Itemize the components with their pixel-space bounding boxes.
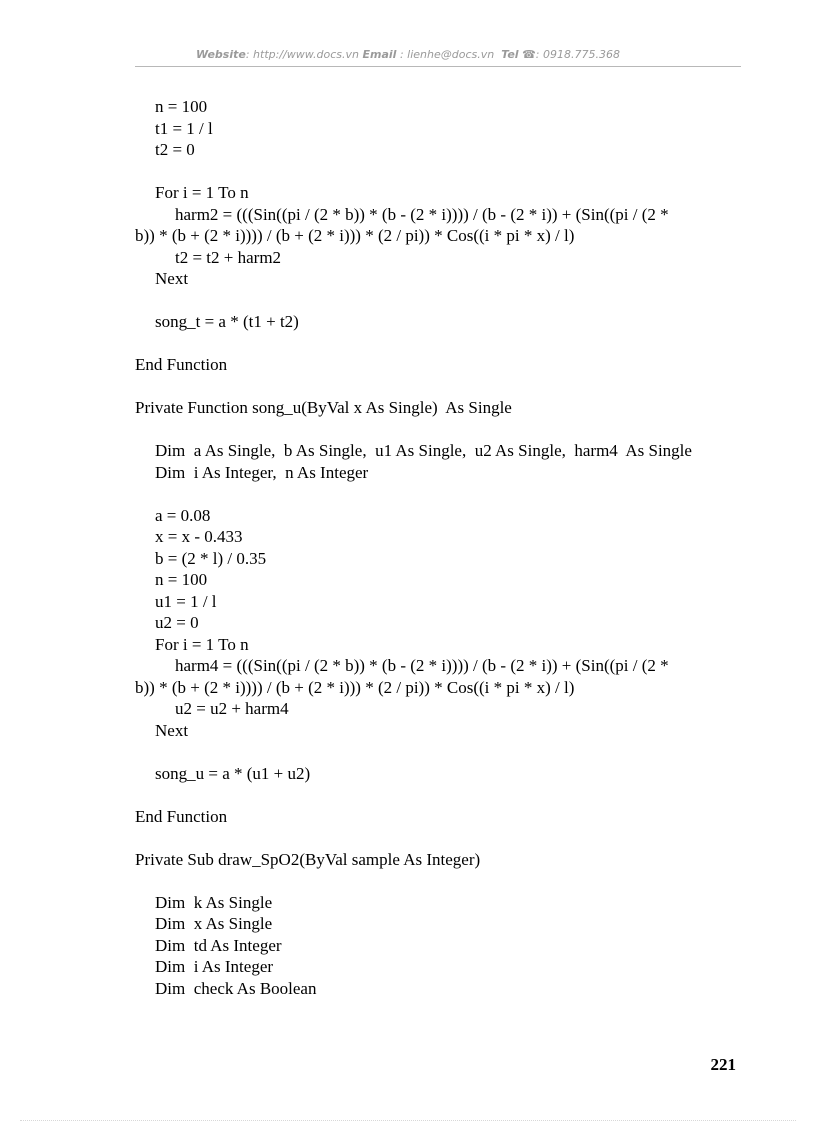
code-line: Private Function song_u(ByVal x As Single) As Single [135, 398, 512, 417]
phone-icon: ☎ [522, 48, 536, 61]
blank-line [135, 870, 741, 892]
code-line: t2 = t2 + harm2 [175, 247, 282, 267]
code-line: Dim k As Single [155, 892, 273, 912]
code-line: Dim x As Single [155, 914, 273, 933]
footer-divider [20, 1120, 796, 1121]
code-line: End Function [135, 806, 228, 826]
code-line: x = x - 0.433 [155, 527, 243, 546]
code-line: song_u = a * (u1 + u2) [155, 763, 311, 783]
website-value: : http://www.docs.vn [245, 48, 360, 61]
code-line: b)) * (b + (2 * i)))) / (b + (2 * i))) * (2 / pi)) * Cos((i * pi * x) / l) [135, 677, 575, 697]
blank-line [135, 290, 741, 312]
code-line: a = 0.08 [155, 505, 211, 525]
code-line: u2 = u2 + harm4 [175, 699, 289, 718]
code-line: n = 100 [155, 570, 208, 589]
code-line: Dim a As Single, b As Single, u1 As Single, u2 As Single, harm4 As Single [155, 441, 692, 460]
page-header [0, 48, 816, 61]
code-line: Private Sub draw_SpO2(ByVal sample As Integer) [135, 849, 481, 869]
code-line: t2 = 0 [155, 140, 195, 159]
blank-line [135, 333, 741, 355]
code-line: Dim i As Integer, n As Integer [155, 462, 369, 482]
code-line: harm4 = (((Sin((pi / (2 * b)) * (b - (2 * i)))) / (b - (2 * i)) + (Sin((pi / (2 * [175, 656, 669, 675]
header-divider [135, 66, 741, 67]
email-label: Email [362, 48, 397, 61]
blank-line [135, 376, 741, 398]
code-line: harm2 = (((Sin((pi / (2 * b)) * (b - (2 * i)))) / (b - (2 * i)) + (Sin((pi / (2 * [175, 204, 669, 224]
blank-line [135, 419, 741, 441]
tel-value: : 0918.775.368 [535, 48, 620, 61]
code-line: Next [155, 269, 189, 288]
code-line: n = 100 [155, 97, 208, 116]
blank-line [135, 741, 741, 763]
blank-line [135, 827, 741, 849]
code-line: Dim td As Integer [155, 935, 282, 955]
page-number: 221 [710, 1055, 736, 1074]
code-line: b = (2 * l) / 0.35 [155, 548, 267, 568]
code-line: song_t = a * (t1 + t2) [155, 312, 299, 331]
code-line: For i = 1 To n [155, 634, 249, 654]
code-line: For i = 1 To n [155, 183, 249, 202]
blank-line [135, 483, 741, 505]
code-line: b)) * (b + (2 * i)))) / (b + (2 * i))) * (2 / pi)) * Cos((i * pi * x) / l) [135, 226, 575, 245]
code-listing [135, 96, 741, 999]
code-line: Dim i As Integer [155, 957, 274, 976]
blank-line [135, 784, 741, 806]
code-line: End Function [135, 355, 228, 374]
website-label: Website [196, 48, 246, 61]
code-line: t1 = 1 / l [155, 118, 213, 138]
tel-label: Tel [501, 48, 519, 61]
code-line: Next [155, 720, 189, 740]
code-line: Dim check As Boolean [155, 978, 317, 998]
code-line: u2 = 0 [155, 613, 199, 632]
code-line: u1 = 1 / l [155, 591, 217, 611]
email-value: : lienhe@docs.vn [396, 48, 495, 61]
blank-line [135, 161, 741, 183]
